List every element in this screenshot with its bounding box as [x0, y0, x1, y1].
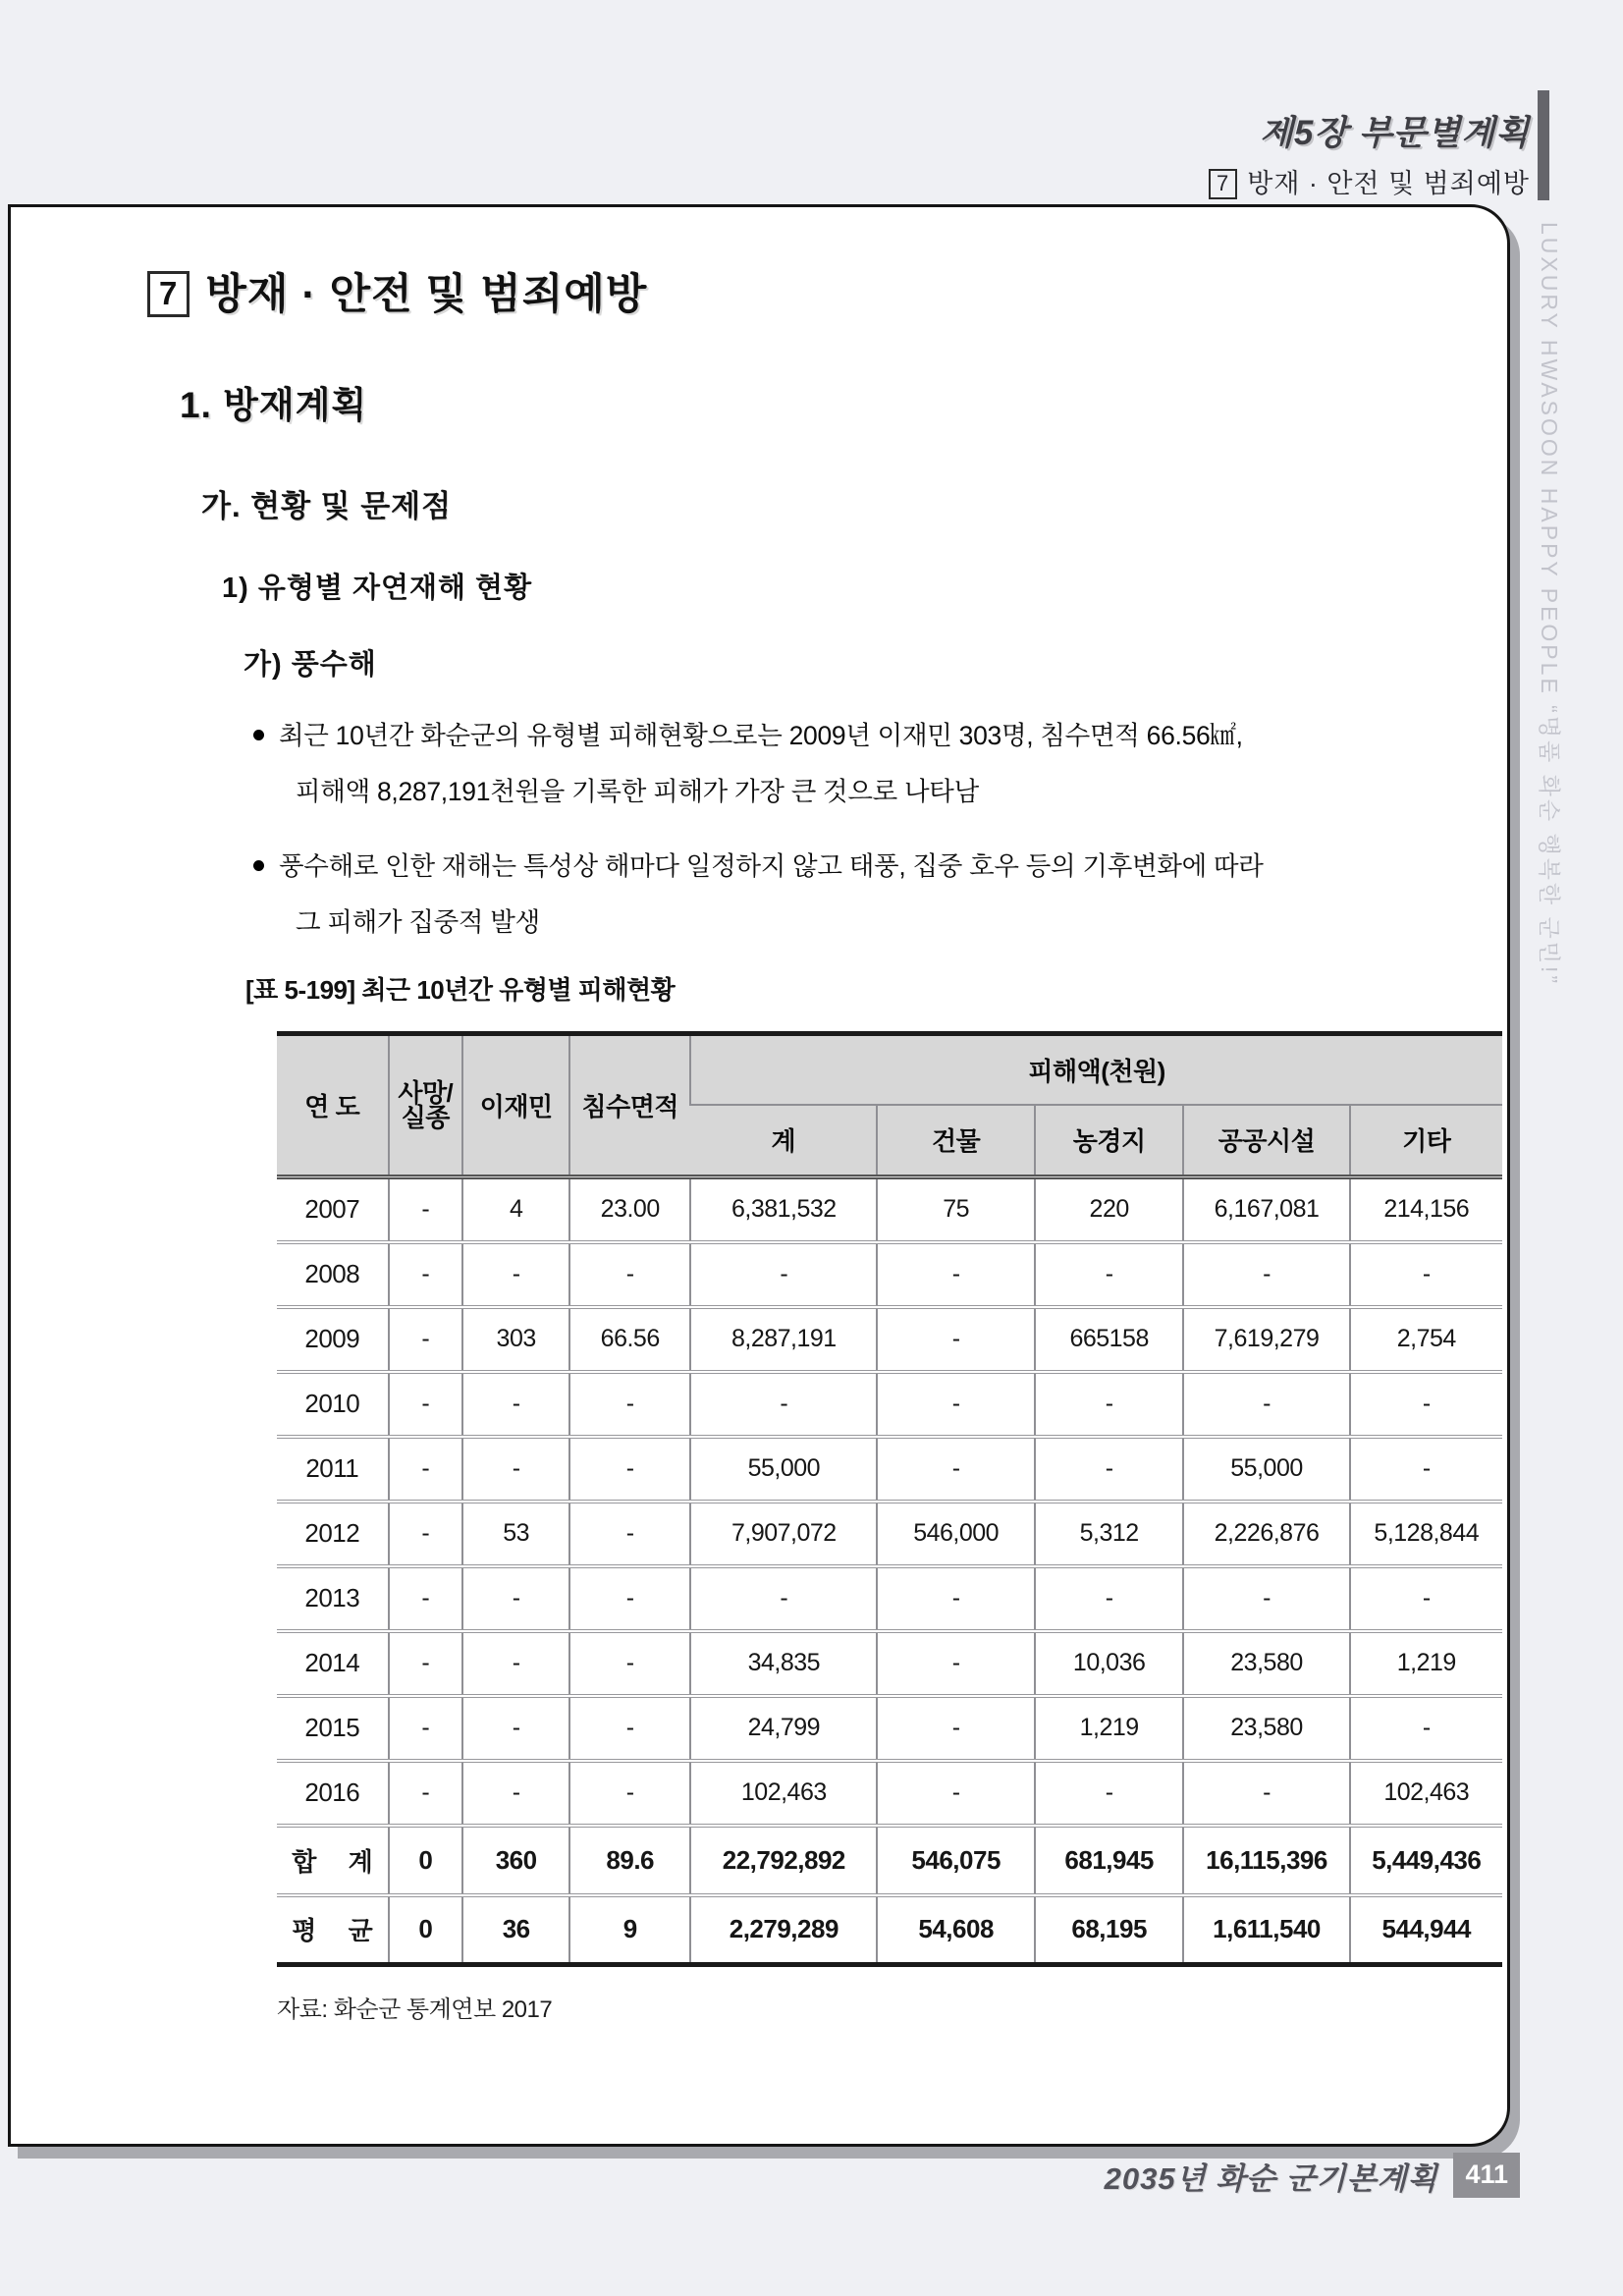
table-cell: - — [877, 1631, 1034, 1696]
table-cell: - — [462, 1372, 569, 1437]
table-cell: 220 — [1035, 1177, 1184, 1242]
footer-page-number: 411 — [1453, 2153, 1520, 2198]
bullet-text-line: 풍수해로 인한 재해는 특성상 해마다 일정하지 않고 태풍, 집중 호우 등의 기후변화에 따라 — [279, 851, 1264, 881]
table-cell: 7,907,072 — [690, 1502, 877, 1566]
table-cell: - — [690, 1242, 877, 1307]
table-cell: 2011 — [277, 1437, 389, 1502]
col-header-death-missing — [389, 1034, 463, 1177]
table-cell: 2016 — [277, 1761, 389, 1826]
running-header-section-title: 방재 · 안전 및 범죄예방 — [1247, 169, 1530, 198]
col-header-damage-group: 피해액(천원) — [690, 1034, 1502, 1105]
table-cell: - — [1035, 1242, 1184, 1307]
footer-book-title: 2035년 화순 군기본계획 — [1104, 2160, 1438, 2196]
table-cell: 5,128,844 — [1350, 1502, 1502, 1566]
table-row — [277, 1242, 1502, 1307]
table-cell: 2012 — [277, 1502, 389, 1566]
col-header-victims: 이재민 — [462, 1034, 569, 1177]
table-cell: - — [389, 1696, 463, 1761]
table-cell: - — [569, 1372, 690, 1437]
table-cell: - — [1035, 1761, 1184, 1826]
table-cell: 2007 — [277, 1177, 389, 1242]
table-cell: 0 — [389, 1826, 463, 1895]
table-cell: - — [569, 1761, 690, 1826]
table-cell: - — [877, 1696, 1034, 1761]
table-source-note: 자료: 화순군 통계연보 2017 — [277, 1996, 553, 2023]
table-row — [277, 1566, 1502, 1631]
table-cell: 2010 — [277, 1372, 389, 1437]
table-cell: 54,608 — [877, 1895, 1034, 1965]
table-cell: - — [569, 1631, 690, 1696]
table-cell: - — [877, 1242, 1034, 1307]
table-cell: 214,156 — [1350, 1177, 1502, 1242]
table-cell: 2009 — [277, 1307, 389, 1372]
summary-row — [277, 1826, 1502, 1895]
table-cell: - — [1350, 1242, 1502, 1307]
heading-level3: 1) 유형별 자연재해 현황 — [222, 573, 533, 604]
table-row — [277, 1437, 1502, 1502]
col-header-damage-total: 계 — [690, 1105, 877, 1177]
table-cell: - — [389, 1761, 463, 1826]
table-cell: 2014 — [277, 1631, 389, 1696]
damage-table-body — [277, 1177, 1502, 1965]
table-cell: - — [690, 1566, 877, 1631]
table-cell: 546,075 — [877, 1826, 1034, 1895]
table-cell: 55,000 — [1183, 1437, 1349, 1502]
col-header-death-line1: 사망/ — [398, 1077, 454, 1108]
table-cell: - — [1350, 1372, 1502, 1437]
table-cell: 2015 — [277, 1696, 389, 1761]
table-cell: 546,000 — [877, 1502, 1034, 1566]
table-cell: - — [877, 1307, 1034, 1372]
table-cell: - — [569, 1566, 690, 1631]
bullet-paragraph — [253, 718, 1490, 809]
table-cell: 681,945 — [1035, 1826, 1184, 1895]
table-cell: 2013 — [277, 1566, 389, 1631]
table-cell: 평 균 — [277, 1895, 389, 1965]
page-footer — [1105, 2153, 1520, 2198]
col-header-damage-building: 건물 — [877, 1105, 1034, 1177]
table-row — [277, 1761, 1502, 1826]
col-header-death-line2: 실종 — [401, 1102, 450, 1132]
table-cell: - — [1183, 1761, 1349, 1826]
table-cell: - — [1183, 1372, 1349, 1437]
heading-level1: 1. 방재계획 — [180, 385, 368, 425]
table-cell: 102,463 — [1350, 1761, 1502, 1826]
table-cell: - — [462, 1437, 569, 1502]
table-cell: 34,835 — [690, 1631, 877, 1696]
table-cell: 544,944 — [1350, 1895, 1502, 1965]
col-header-year: 연 도 — [277, 1034, 389, 1177]
table-cell: - — [462, 1761, 569, 1826]
table-cell: - — [1350, 1437, 1502, 1502]
table-cell: 23.00 — [569, 1177, 690, 1242]
table-cell: 75 — [877, 1177, 1034, 1242]
table-cell: 53 — [462, 1502, 569, 1566]
table-cell: - — [877, 1372, 1034, 1437]
table-cell: - — [877, 1437, 1034, 1502]
table-row — [277, 1631, 1502, 1696]
table-cell: - — [1350, 1566, 1502, 1631]
col-header-damage-farmland: 농경지 — [1035, 1105, 1184, 1177]
table-cell: 5,312 — [1035, 1502, 1184, 1566]
heading-level4: 가) 풍수해 — [243, 649, 377, 681]
table-cell: 5,449,436 — [1350, 1826, 1502, 1895]
table-cell: - — [1183, 1242, 1349, 1307]
table-cell: - — [462, 1242, 569, 1307]
table-cell: 665158 — [1035, 1307, 1184, 1372]
table-cell: 16,115,396 — [1183, 1826, 1349, 1895]
table-cell: - — [389, 1631, 463, 1696]
table-cell: 9 — [569, 1895, 690, 1965]
table-cell: 7,619,279 — [1183, 1307, 1349, 1372]
table-cell: - — [1035, 1437, 1184, 1502]
table-cell: 2,279,289 — [690, 1895, 877, 1965]
table-cell: - — [389, 1242, 463, 1307]
table-cell: 66.56 — [569, 1307, 690, 1372]
table-cell: - — [1350, 1696, 1502, 1761]
table-cell: 2,754 — [1350, 1307, 1502, 1372]
bullet-paragraph — [253, 848, 1490, 940]
table-cell: - — [569, 1502, 690, 1566]
table-cell: 2008 — [277, 1242, 389, 1307]
table-cell: 1,611,540 — [1183, 1895, 1349, 1965]
section-title-text: 방재 · 안전 및 범죄예방 — [205, 271, 648, 318]
table-cell: - — [462, 1696, 569, 1761]
table-cell: 합 계 — [277, 1826, 389, 1895]
col-header-damage-etc: 기타 — [1350, 1105, 1502, 1177]
running-header-section-number-box: 7 — [1209, 169, 1237, 199]
table-cell: - — [1035, 1372, 1184, 1437]
table-row — [277, 1502, 1502, 1566]
table-cell: - — [389, 1566, 463, 1631]
table-cell: 68,195 — [1035, 1895, 1184, 1965]
table-row — [277, 1696, 1502, 1761]
table-cell: 303 — [462, 1307, 569, 1372]
table-row — [277, 1177, 1502, 1242]
table-cell: - — [389, 1372, 463, 1437]
table-cell: - — [389, 1177, 463, 1242]
table-cell: 22,792,892 — [690, 1826, 877, 1895]
table-row — [277, 1307, 1502, 1372]
bullet-dot-icon — [253, 860, 264, 871]
table-cell: 2,226,876 — [1183, 1502, 1349, 1566]
col-header-damage-public: 공공시설 — [1183, 1105, 1349, 1177]
bullet-dot-icon — [253, 730, 264, 740]
table-cell: - — [389, 1437, 463, 1502]
bullet-text-line: 피해액 8,287,191천원을 기록한 피해가 가장 큰 것으로 나타남 — [296, 777, 979, 806]
table-cell: - — [389, 1502, 463, 1566]
table-cell: 4 — [462, 1177, 569, 1242]
heading-level2: 가. 현황 및 문제점 — [201, 489, 453, 523]
table-cell: 36 — [462, 1895, 569, 1965]
table-cell: - — [462, 1631, 569, 1696]
table-cell: - — [569, 1437, 690, 1502]
table-cell: - — [877, 1566, 1034, 1631]
table-cell: 1,219 — [1350, 1631, 1502, 1696]
table-row — [277, 1372, 1502, 1437]
damage-table — [277, 1031, 1502, 1967]
table-cell: - — [1183, 1566, 1349, 1631]
table-cell: - — [569, 1242, 690, 1307]
table-cell: 23,580 — [1183, 1696, 1349, 1761]
table-cell: 360 — [462, 1826, 569, 1895]
section-title — [147, 261, 647, 321]
table-cell: 0 — [389, 1895, 463, 1965]
table-cell: 8,287,191 — [690, 1307, 877, 1372]
bullet-text-line: 그 피해가 집중적 발생 — [296, 907, 540, 937]
sidebar-vertical-slogan: LUXURY HWASOON HAPPY PEOPLE “명품 화순 행복한 군민!” — [1537, 222, 1562, 987]
table-cell: 55,000 — [690, 1437, 877, 1502]
section-title-number-box: 7 — [147, 271, 189, 317]
damage-table-container — [277, 1031, 1502, 1967]
table-caption: [표 5-199] 최근 10년간 유형별 피해현황 — [245, 975, 676, 1005]
col-header-flooded-area: 침수면적 — [569, 1034, 690, 1177]
table-cell: 10,036 — [1035, 1631, 1184, 1696]
running-header-section — [646, 162, 1530, 201]
table-cell: 23,580 — [1183, 1631, 1349, 1696]
table-cell: 24,799 — [690, 1696, 877, 1761]
table-cell: - — [389, 1307, 463, 1372]
table-cell: 89.6 — [569, 1826, 690, 1895]
table-cell: - — [462, 1566, 569, 1631]
header-accent-bar — [1538, 90, 1549, 200]
running-header-chapter: 제5장 부문별계획 — [1260, 114, 1530, 152]
table-cell: - — [1035, 1566, 1184, 1631]
table-cell: 6,381,532 — [690, 1177, 877, 1242]
table-cell: - — [569, 1696, 690, 1761]
table-cell: 1,219 — [1035, 1696, 1184, 1761]
table-cell: 102,463 — [690, 1761, 877, 1826]
table-cell: 6,167,081 — [1183, 1177, 1349, 1242]
summary-row — [277, 1895, 1502, 1965]
bullet-text-line: 최근 10년간 화순군의 유형별 피해현황으로는 2009년 이재민 303명, 침수면적 66.56㎢, — [279, 721, 1243, 750]
table-cell: - — [690, 1372, 877, 1437]
table-cell: - — [877, 1761, 1034, 1826]
